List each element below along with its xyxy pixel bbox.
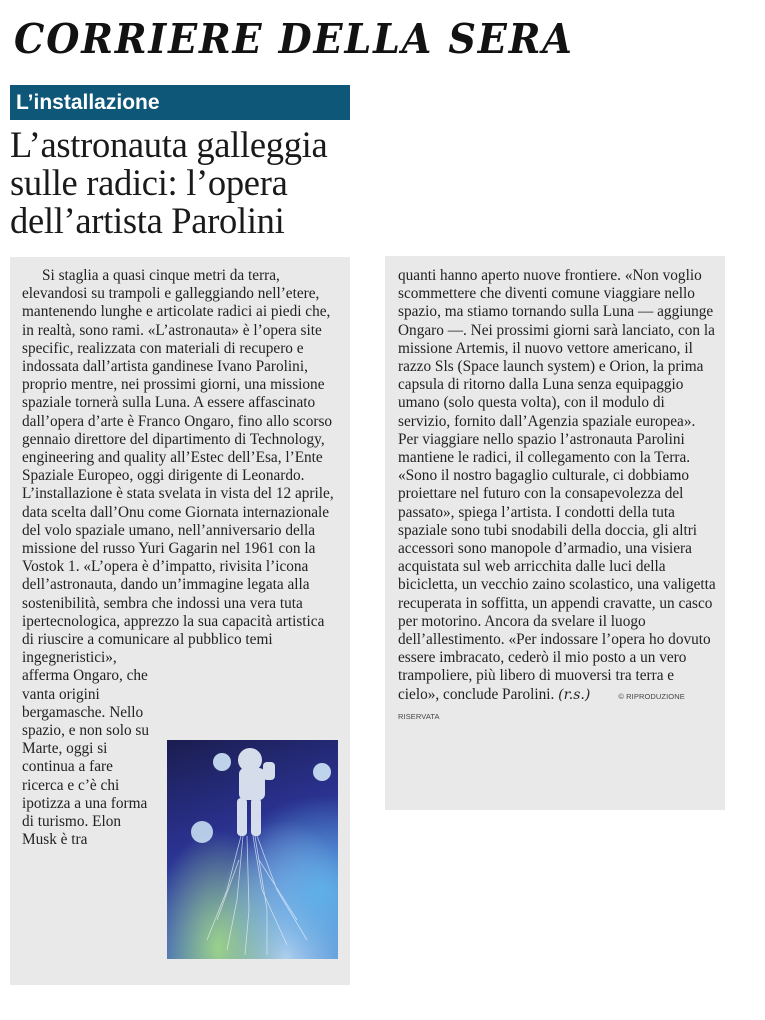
article-body-left: Si staglia a quasi cinque metri da terra, elevandosi su trampoli e galleggiando nell’etere, mantenendo lunghe e articolate radici ai piedi che, in realtà, sono rami. «L’astronauta» è l’opera site specific, realizzata con materiali di recupero e indossata dall’artista gandinese Ivano Parolini, proprio mentre, nei prossimi giorni, una missione spaziale tornerà sulla Luna. A essere affascinato dall’opera d’arte è Franco Ongaro, fino allo scorso gennaio direttore del dipartimento di Technology, engineering and quality all’Estec dell’Esa, l’Ente Spaziale Europeo, oggi dirigente di Leonardo. L’installazione è stata svelata in vista del 12 aprile, data scelta dall’Onu come Giornata internazionale del volo spaziale umano, nell’anniversario della missione del russo Yuri Gagarin nel 1961 con la Vostok 1. «L’opera è d’impatto, rivisita l’icona dell’astronauta, dando un’immagine legata alla sostenibilità, sembra che indossi una vera tuta ipertecnologica, apprezzo la sua capacità artistica di riuscire a comunicare al pubblico temi bbox=[22, 267, 334, 649]
article-headline: L’astronauta galleggia sulle radici: l’opera dell’artista Parolini bbox=[10, 124, 328, 241]
astronaut-illustration-icon bbox=[167, 740, 338, 959]
article-column-right bbox=[385, 256, 725, 810]
copyright-notice: © RIPRODUZIONE RISERVATA bbox=[398, 691, 685, 721]
astronaut-artwork-photo bbox=[167, 740, 338, 959]
section-kicker: L’installazione bbox=[10, 85, 350, 120]
newspaper-masthead: CORRIERE DELLA SERA bbox=[14, 15, 574, 63]
article-body-right bbox=[398, 267, 717, 726]
author-signature: (r.s.) bbox=[558, 686, 591, 703]
article-body-right-text: quanti hanno aperto nuove frontiere. «Non voglio scommettere che diventi comune viaggiare nello spazio, ma stiamo tornando sulla Luna — aggiunge Ongaro —. Nei prossimi giorni sarà lanciato, con la missione Artemis, il nuovo vettore americano, il razzo Sls (Space launch system) e Orion, la prima capsula di ritorno dalla Luna senza equipaggio umano (solo questa volta), con il modulo di servizio, fornito dall’Agenzia spaziale europea». Per viaggiare nello spazio l’astronauta Parolini mantiene le radici, il collegamento con la Terra. «Sono il nostro bagaglio culturale, ci dobbiamo proiettare nel futuro con la consapevolezza del passato», spiega l’artista. I condotti della tuta spaziale sono tubi snodabili della doccia, gli altri accessori sono manopole d’armadio, una visiera acquistata sul web arricchita dalle luci della bicicletta, un vecchio zaino scolastico, una valigetta recuperata in soffitta, un appendi cravatte, un casco per motorino. Ancora da svelare il luogo dell’allestimento. «Per indossare l’opera ho dovuto essere imbracato, cederò il mio posto a un vero trampoliere, più libero di muoversi tra terra e cielo», conclude Parolini. bbox=[398, 267, 716, 703]
article-body-left-wrap: ingegneristici», afferma Ongaro, che vanta origini bergamasche. Nello spazio, e non solo su Marte, oggi si continua a fare ricerca e c’è chi ipotizza a una forma di turismo. Elon Musk è tra bbox=[22, 649, 150, 849]
